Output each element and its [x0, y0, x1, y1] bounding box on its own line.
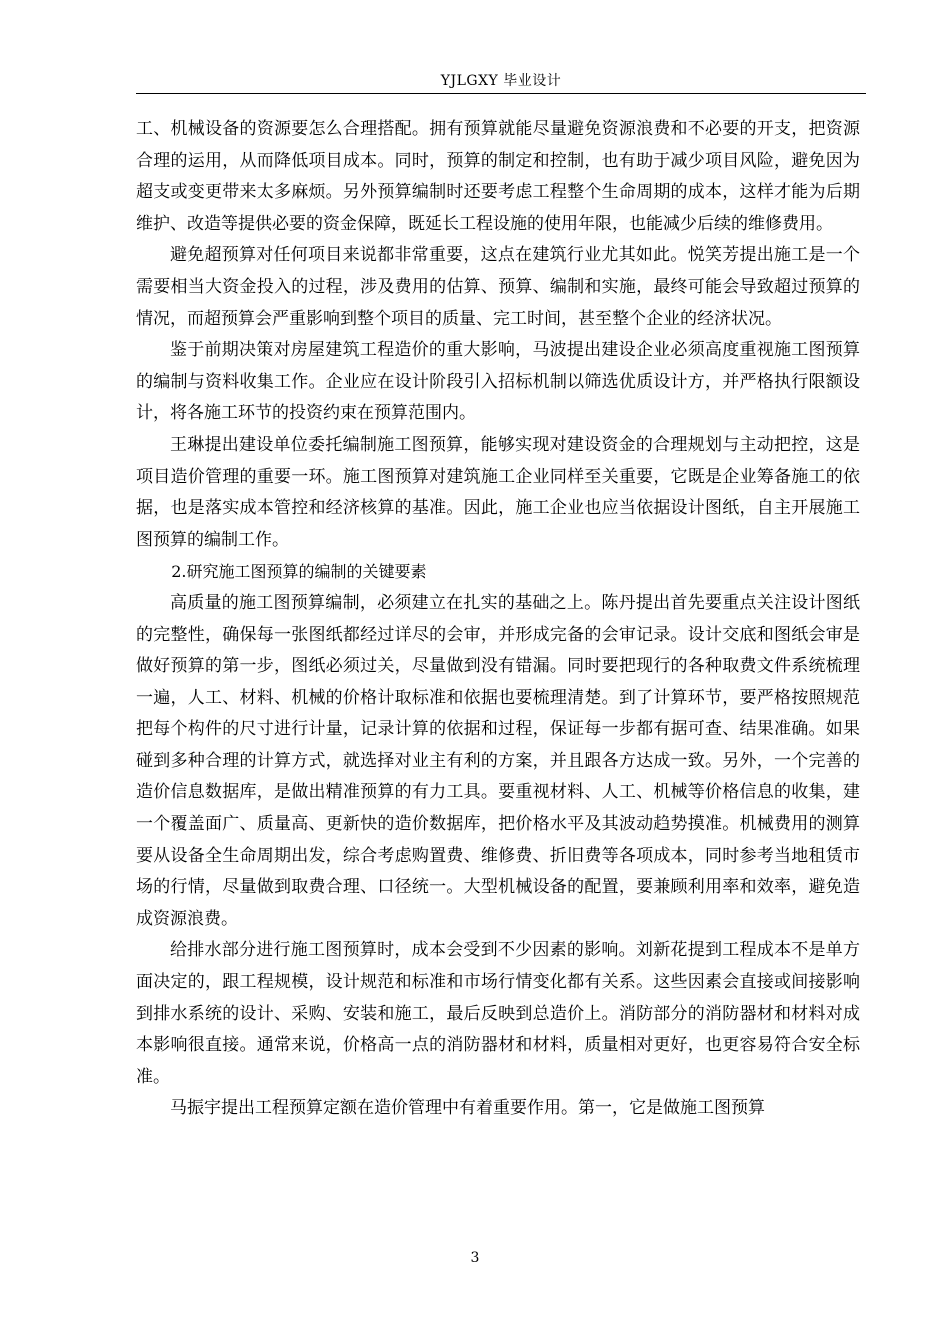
paragraph-construction-unit: 王琳提出建设单位委托编制施工图预算，能够实现对建设资金的合理规划与主动把控，这是项目造价管理的重要一环。施工图预算对建筑施工企业同样至关重要，它既是企业筹备施工的依据，也是落实成本管控和经济核算的基准。因此，施工企业也应当依据设计图纸，自主开展施工图预算的编制工作。 — [136, 434, 860, 550]
paragraph-over-budget: 避免超预算对任何项目来说都非常重要，这点在建筑行业尤其如此。悦笑芳提出施工是一个需要相当大资金投入的过程，涉及费用的估算、预算、编制和实施，最终可能会导致超过预算的情况，而超预算会严重影响到整个项目的质量、完工时间，甚至整个企业的经济状况。 — [136, 245, 860, 329]
paragraph-drainage: 给排水部分进行施工图预算时，成本会受到不少因素的影响。刘新花提到工程成本不是单方面决定的，跟工程规模，设计规范和标准和市场行情变化都有关系。这些因素会直接或间接影响到排水系统的设计、采购、安装和施工，最后反映到总造价上。消防部分的消防器材和材料对成本影响很直接。通常来说，价格高一点的消防器材和材料，质量相对更好，也更容易符合安全标准。 — [136, 940, 860, 1087]
header-rule — [136, 93, 866, 94]
paragraph-key-elements: 高质量的施工图预算编制，必须建立在扎实的基础之上。陈丹提出首先要重点关注设计图纸的完整性，确保每一张图纸都经过详尽的会审，并形成完备的会审记录。设计交底和图纸会审是做好预算的第一步，图纸必须过关，尽量做到没有错漏。同时要把现行的各种取费文件系统梳理一遍，人工、材料、机械的价格计取标准和依据也要梳理清楚。到了计算环节，要严格按照规范把每个构件的尺寸进行计量，记录计算的依据和过程，保证每一步都有据可查、结果准确。如果碰到多种合理的计算方式，就选择对业主有利的方案，并且跟各方达成一致。另外，一个完善的造价信息数据库，是做出精准预算的有力工具。要重视材料、人工、机械等价格信息的收集，建一个覆盖面广、质量高、更新快的造价数据库，把价格水平及其波动趋势摸准。机械费用的测算要从设备全生命周期出发，综合考虑购置费、维修费、折旧费等各项成本，同时参考当地租赁市场的行情，尽量做到取费合理、口径统一。大型机械设备的配置，要兼顾利用率和效率，避免造成资源浪费。 — [136, 592, 860, 929]
page-number: 3 — [470, 1250, 480, 1266]
paragraph-continued: 工、机械设备的资源要怎么合理搭配。拥有预算就能尽量避免资源浪费和不必要的开支，把资源合理的运用，从而降低项目成本。同时，预算的制定和控制，也有助于减少项目风险，避免因为超支或变更带来太多麻烦。另外预算编制时还要考虑工程整个生命周期的成本，这样才能为后期维护、改造等提供必要的资金保障，既延长工程设施的使用年限，也能减少后续的维修费用。 — [136, 119, 860, 234]
paragraph-early-decision: 鉴于前期决策对房屋建筑工程造价的重大影响，马波提出建设企业必须高度重视施工图预算的编制与资料收集工作。企业应在设计阶段引入招标机制以筛选优质设计方，并严格执行限额设计，将各施工环节的投资约束在预算范围内。 — [136, 340, 860, 424]
paragraph-quota: 马振宇提出工程预算定额在造价管理中有着重要作用。第一，它是做施工图预算 — [170, 1098, 765, 1119]
section-heading: 2.研究施工图预算的编制的关键要素 — [171, 562, 427, 582]
document-body — [136, 114, 860, 1125]
page-header: YJLGXY 毕业设计 — [440, 73, 562, 89]
